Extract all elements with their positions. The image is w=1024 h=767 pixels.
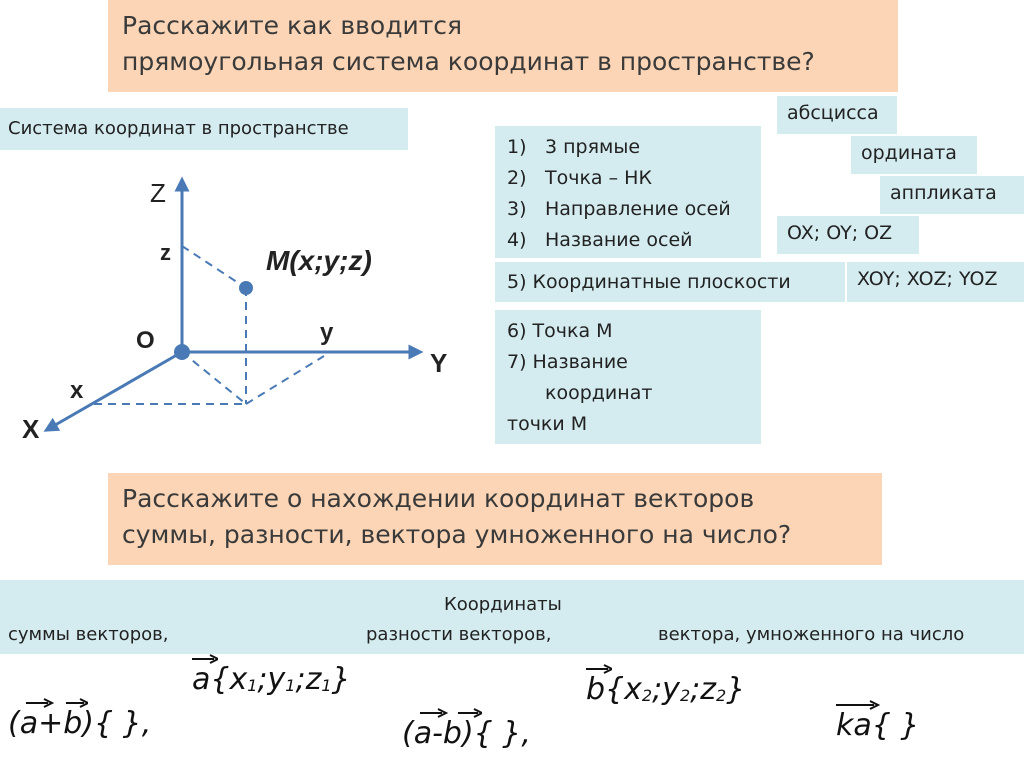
term-ordinate: ордината	[851, 136, 977, 174]
coordinates-band	[0, 580, 1024, 654]
term-planes: XOY; XOZ; YOZ	[847, 262, 1024, 302]
question-1-box	[108, 0, 898, 92]
formula-sum: (a+b){ },	[8, 706, 151, 741]
step-item: 2) Точка – НК	[507, 167, 652, 189]
step-5: 5) Координатные плоскости	[495, 262, 845, 302]
term-abscissa: абсцисса	[777, 96, 897, 134]
axis-z-label: Z	[150, 178, 166, 208]
steps-6-7: 6) Точка М 7) Название координат точки М	[495, 310, 761, 444]
question-1-line-2: прямоугольная система координат в пространстве?	[122, 47, 815, 76]
coordinates-sum: суммы векторов,	[8, 624, 169, 645]
coordinates-title: Координаты	[444, 594, 562, 615]
coord-x-label: x	[70, 377, 84, 404]
step-item: 1) 3 прямые	[507, 136, 641, 158]
step-item: 4) Название осей	[507, 229, 693, 251]
coordinates-diff: разности векторов,	[366, 624, 552, 645]
formula-diff: (a-b){ },	[402, 716, 531, 751]
question-2-line-2: суммы, разности, вектора умноженного на число?	[122, 520, 792, 549]
origin-label: O	[136, 327, 155, 354]
term-applicate: аппликата	[880, 176, 1024, 214]
axis-y-label: Y	[430, 348, 448, 378]
coord-y-label: y	[320, 319, 334, 346]
question-1-line-1: Расскажите как вводится	[122, 11, 463, 40]
coordinate-axes-diagram	[0, 150, 480, 450]
question-2-box	[108, 473, 882, 565]
formula-vector-a: $a\{x_1;y_1;z_1\}$	[192, 662, 351, 697]
coordinates-mult: вектора, умноженного на число	[658, 624, 965, 645]
formula-mult: ka{ }	[836, 708, 919, 743]
question-2-line-1: Расскажите о нахождении координат векторов	[122, 484, 755, 513]
origin-point	[174, 344, 190, 360]
axis-x-label: X	[22, 414, 40, 444]
term-axes: OX; OY; OZ	[777, 216, 919, 254]
system-label: Система координат в пространстве	[0, 108, 408, 150]
formula-vector-b: $b\{x_2;y_2;z_2\}$	[586, 672, 745, 707]
point-m	[239, 281, 253, 295]
steps-list	[495, 126, 761, 258]
coord-z-label: z	[160, 240, 171, 265]
step-item: 3) Направление осей	[507, 198, 731, 220]
point-m-label: M(x;y;z)	[266, 245, 372, 276]
